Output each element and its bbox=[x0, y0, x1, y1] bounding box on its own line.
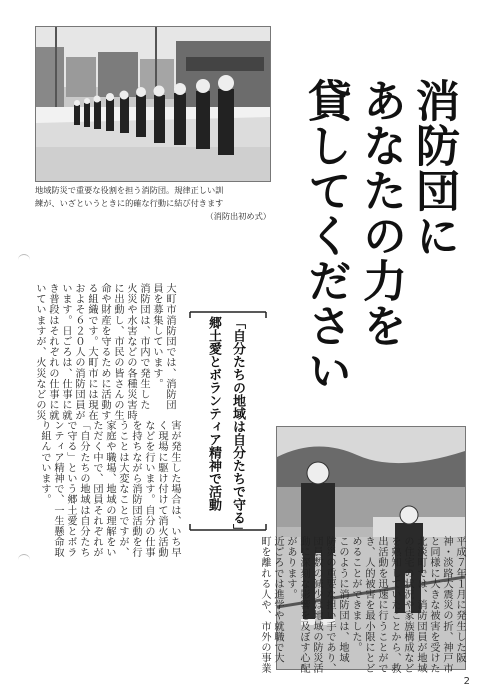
body-line: いていますが、火災などの災 bbox=[34, 283, 45, 421]
body-line: 神・淡路大震災の折、神戸市 bbox=[441, 536, 452, 674]
body-line: めることができました。 bbox=[350, 536, 361, 653]
body-line: で守る」という郷土愛とボラ bbox=[65, 420, 76, 558]
body-line: 近ごろでは進学や就職で大 bbox=[272, 536, 283, 664]
title-line-2: あなたの力を bbox=[355, 78, 406, 348]
body-line: 命や財産を守るために活動す bbox=[99, 283, 110, 421]
body-line: 町を離れる人や、市外の事業 bbox=[259, 536, 270, 674]
body-line: います。日ごろは、仕事に就 bbox=[60, 283, 71, 421]
body-line: 火災や水害などの各種災害時 bbox=[125, 283, 136, 421]
photo-caption bbox=[35, 184, 271, 223]
body-line: き、人的被害を最小限にとど bbox=[363, 536, 374, 674]
caption-line-1: 地域防災で重要な役割を担う消防団。規律正しい訓 bbox=[35, 185, 224, 195]
binding-hole-top bbox=[18, 254, 30, 263]
body-line: 防災の重要な担い手であり、 bbox=[324, 536, 335, 674]
body-bottom bbox=[238, 536, 466, 674]
body-line: 家庭や職場、地域の理解をい bbox=[104, 420, 115, 558]
body-line: このように消防団は、地域 bbox=[337, 536, 348, 664]
body-line: り組んでいます。 bbox=[39, 420, 50, 505]
body-middle bbox=[39, 420, 181, 580]
body-line: と同様に大きな被害を受けた bbox=[428, 536, 439, 674]
body-line: ンティア精神で、一生懸命取 bbox=[52, 420, 63, 558]
body-line: 平成７年１月に発生した阪 bbox=[454, 536, 465, 664]
body-line: うことは大変なことですが、 bbox=[117, 420, 128, 558]
caption-source: （消防出初め式） bbox=[205, 211, 271, 221]
body-line: く現場に駆け付けて消火活動 bbox=[156, 420, 167, 558]
body-line: ただく中で、団員それぞれが bbox=[91, 420, 102, 558]
body-line: を熟知していたことから、救 bbox=[389, 536, 400, 674]
subtitle-line-1: 「自分たちの地域は自分たちで守る」 bbox=[230, 316, 245, 537]
body-line: などを行います。自分の仕事 bbox=[143, 420, 154, 558]
body-line: 害が発生した場合は、いち早 bbox=[169, 420, 180, 558]
body-line: およそ６２０人の消防団員が bbox=[73, 283, 84, 421]
top-photo bbox=[35, 26, 271, 182]
body-line: 消防団は、市内で発生した bbox=[138, 283, 149, 411]
caption-line-2: 練が、いざというときに的確な行動に結び付きます bbox=[35, 198, 224, 208]
body-line: 「自分たちの地域は自分たち bbox=[78, 420, 89, 558]
title-line-1: 消防団に bbox=[408, 78, 459, 258]
body-line: 北淡町では、消防団員が地域 bbox=[415, 536, 426, 674]
subtitle-line-2: 郷土愛とボランティア精神で活動 bbox=[206, 316, 221, 511]
body-line: を持ちながら消防団活動を行 bbox=[130, 420, 141, 558]
body-line: 団員数の減少は地域の防災活 bbox=[311, 536, 322, 674]
title-line-3: 貸してください bbox=[300, 78, 351, 393]
body-line: 出活動を迅速に行うことがで bbox=[376, 536, 387, 674]
body-line: 員を募集しています。 bbox=[151, 283, 162, 389]
body-line: 大町市消防団では、消防団 bbox=[164, 283, 175, 411]
body-line: に出動し、市民の皆さんの生 bbox=[112, 283, 123, 421]
page-number: 2 bbox=[463, 676, 470, 687]
body-left bbox=[31, 283, 176, 443]
body-line: 動に深刻な影響を及ぼす心配 bbox=[298, 536, 309, 674]
binding-hole-bottom bbox=[18, 554, 30, 563]
body-line: る組織です。大町市には現在 bbox=[86, 283, 97, 421]
body-line: き普段はそれぞれの仕事に就 bbox=[47, 283, 58, 421]
body-line: があります。 bbox=[285, 536, 296, 600]
body-line: の住宅の状況や家族構成など bbox=[402, 536, 413, 674]
